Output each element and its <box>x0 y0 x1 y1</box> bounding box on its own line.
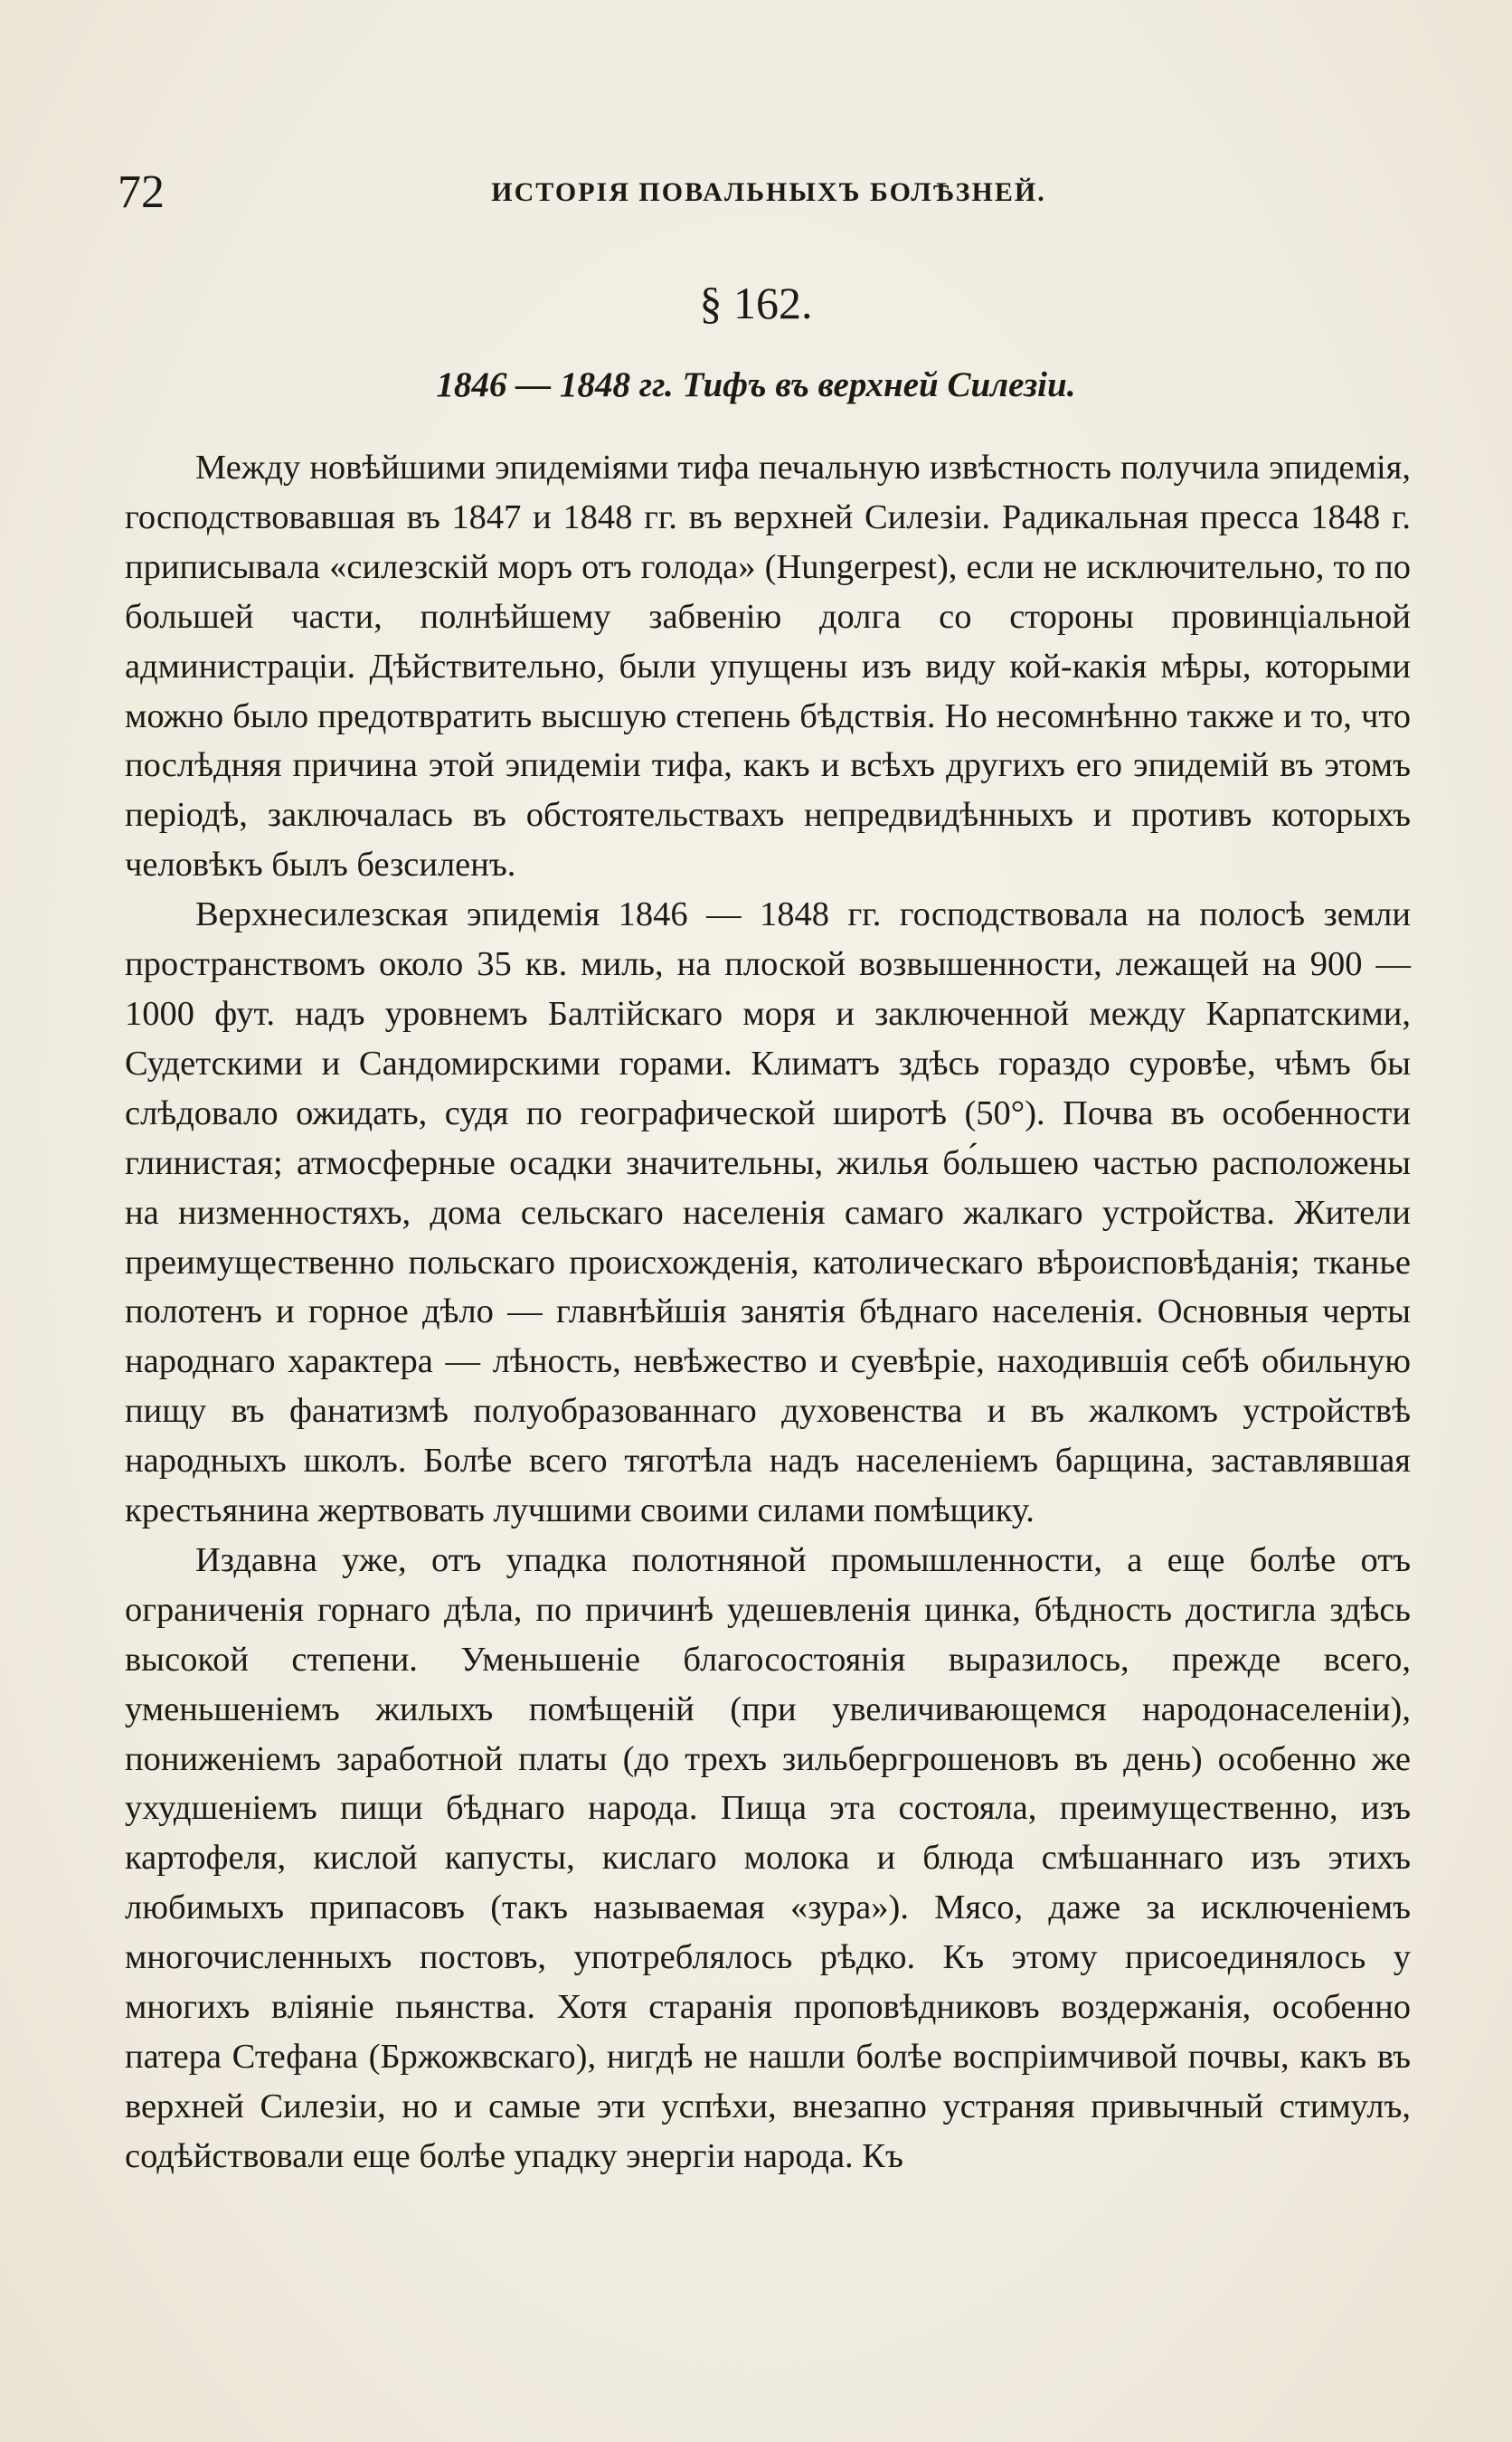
page-header <box>118 161 1420 224</box>
paragraph-1: Между новѣйшими эпидеміями тифа печальную извѣстность получила эпидемія, господствовавшая въ 1847 и 1848 гг. въ верхней Силезіи. Радикальная пресса 1848 г. приписывала «силезскій моръ отъ голода» (Hungerpest), если не исключительно, то по большей части, полнѣйшему забвенію долга со стороны провинціальной администраціи. Дѣйствительно, были упущены изъ виду кой-какія мѣры, которыми можно было предотвратить высшую степень бѣдствія. Но несомнѣнно также и то, что послѣдняя причина этой эпидеміи тифа, какъ и всѣхъ другихъ его эпидемій въ этомъ періодѣ, заключалась въ обстоятельствахъ непредвидѣнныхъ и противъ которыхъ человѣкъ былъ безсиленъ. <box>125 449 1411 885</box>
page-number: 72 <box>118 166 165 218</box>
section-title: 1846 — 1848 гг. Тифъ въ верхней Силезіи. <box>436 365 1076 404</box>
section-number: § 162. <box>699 278 813 328</box>
paragraph-3: Издавна уже, отъ упадка полотняной промышленности, а еще болѣе отъ ограниченія горнаго дѣла, по причинѣ удешевленія цинка, бѣдность достигла здѣсь высокой степени. Уменьшеніе благосостоянія выразилось, прежде всего, уменьшеніемъ жилыхъ помѣщеній (при увеличивающемся народонаселеніи), пониженіемъ заработной платы (до трехъ зильбергрошеновъ въ день) особенно же ухудшеніемъ пищи бѣднаго народа. Пища эта состояла, преимущественно, изъ картофеля, кислой капусты, кислаго молока и блюда смѣшаннаго изъ этихъ любимыхъ припасовъ (такъ называемая «зура»). Мясо, даже за исключеніемъ многочисленныхъ постовъ, употреблялось рѣдко. Къ этому присоединялось у многихъ вліяніе пьянства. Хотя старанія проповѣдниковъ воздержанія, особенно патера Стефана (Бржожвскаго), нигдѣ не нашли болѣе воспріимчивой почвы, какъ въ верхней Силезіи, но и самые эти успѣхи, внезапно устраняя привычный стимулъ, содѣйствовали еще болѣе упадку энергіи народа. Къ <box>125 1540 1411 2175</box>
paragraph-2: Верхнесилезская эпидемія 1846 — 1848 гг. господствовала на полосѣ земли пространствомъ около 35 кв. миль, на плоской возвышенности, лежащей на 900 — 1000 фут. надъ уровнемъ Балтійскаго моря и заключенной между Карпатскими, Судетскими и Сандомирскими горами. Климатъ здѣсь гораздо суровѣе, чѣмъ бы слѣдовало ожидать, судя по географической широтѣ (50°). Почва въ особенности глинистая; атмосферные осадки значительны, жилья бо́льшею частью расположены на низменностяхъ, дома сельскаго населенія самаго жалкаго устройства. Жители преимущественно польскаго происхожденія, католическаго вѣроисповѣданія; тканье полотенъ и горное дѣло — главнѣйшія занятія бѣднаго населенія. Основныя черты народнаго характера — лѣность, невѣжество и суевѣріе, находившія себѣ обильную пищу въ фанатизмѣ полуобразованнаго духовенства и въ жалкомъ устройствѣ народныхъ школъ. Болѣе всего тяготѣла надъ населеніемъ барщина, заставлявшая крестьянина жертвовать лучшими своими силами помѣщику. <box>125 895 1411 1530</box>
body-text <box>125 443 1411 2182</box>
running-head: ИСТОРІЯ ПОВАЛЬНЫХЪ БОЛѢЗНЕЙ. <box>491 177 1046 207</box>
